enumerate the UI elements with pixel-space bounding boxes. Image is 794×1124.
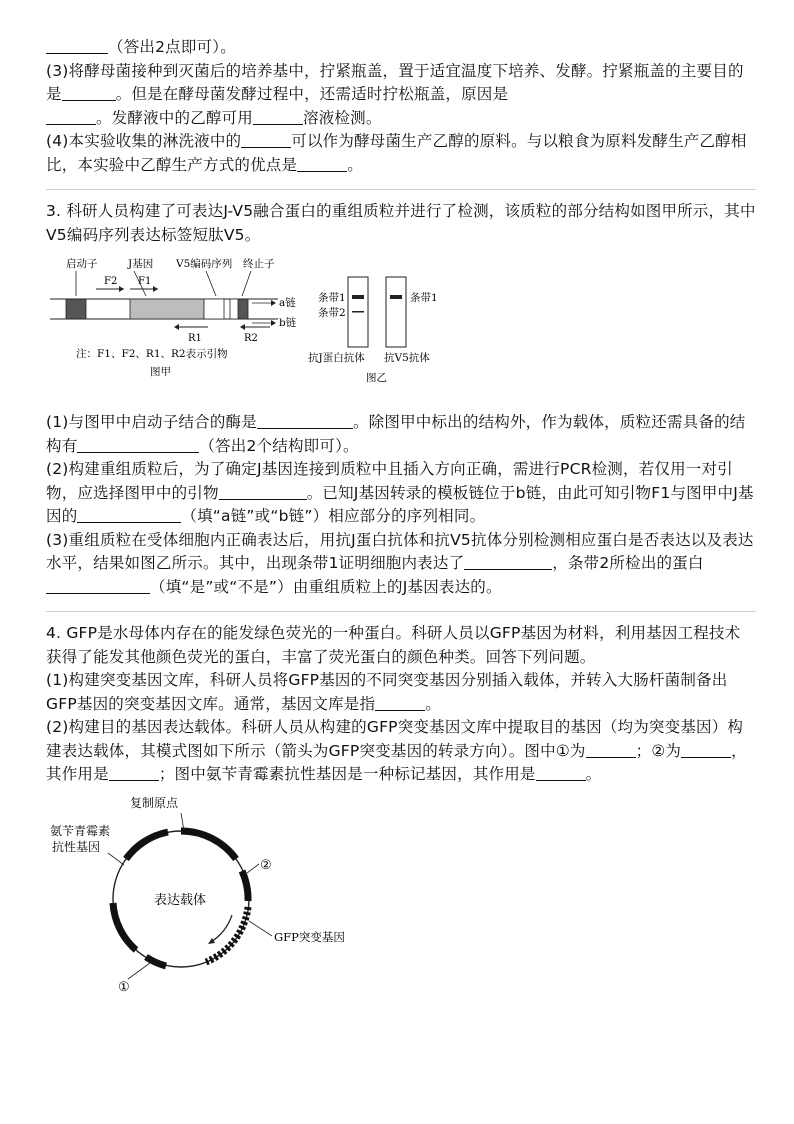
amp-segment: [126, 832, 168, 859]
answer-blank[interactable]: [241, 131, 291, 148]
band-1-v5: [390, 295, 402, 299]
lane2-label: 抗V5抗体: [384, 352, 430, 364]
band1-right-label: 条带1: [410, 292, 438, 304]
answer-blank[interactable]: [586, 741, 636, 758]
primer-f2-label: F2: [104, 276, 118, 287]
chain-a-label: a链: [279, 297, 296, 309]
answer-blank[interactable]: [219, 483, 307, 500]
document-page: [46, 36, 756, 1001]
q3-intro: 3. 科研人员构建了可表达J-V5融合蛋白的重组质粒并进行了检测，该质粒的部分结构如图甲所示，其中V5编码序列表达标签短肽V5。: [46, 202, 756, 244]
primer-f1-label: F1: [138, 276, 152, 287]
primer-r1-label: R1: [188, 333, 202, 344]
primer-note: 注：F1、F2、R1、R2表示引物: [76, 348, 228, 360]
q2-line1: （答出2点即可）。: [46, 36, 756, 60]
question-divider: [46, 189, 756, 190]
answer-blank[interactable]: [297, 155, 347, 172]
terminator-label: 终止子: [243, 258, 275, 270]
gfp-segment: [206, 907, 248, 962]
answer-blank[interactable]: [681, 741, 731, 758]
chain-b-label: b链: [279, 317, 297, 329]
q3-part1: (1)与图甲中启动子结合的酶是 。除图甲中标出的结构外，作为载体，质粒还需具备的结构有 （答出2个结构即可）。: [46, 413, 746, 455]
lane1-label: 抗J蛋白抗体: [308, 352, 365, 364]
answer-blank[interactable]: [375, 694, 425, 711]
gfp-label: GFP突变基因: [274, 929, 345, 944]
vector-center-label: 表达载体: [154, 892, 207, 908]
answer-blank[interactable]: [77, 506, 181, 523]
q2-part4: (4)本实验收集的淋洗液中的 可以作为酵母菌生产乙醇的原料。与以粮食为原料发酵生产乙醇相比，本实验中乙醇生产方式的优点是 。: [46, 132, 747, 174]
q3-part2: (2)构建重组质粒后，为了确定J基因连接到质粒中且插入方向正确，需进行PCR检测，若仅用一对引物，应选择图甲中的引物 。已知J基因转录的模板链位于b链，由此可知引物F1与图甲中J基因的 （填“a链”或“b链”）相应部分的序列相同。: [46, 460, 754, 525]
v5-seq-label: V5编码序列: [176, 258, 233, 270]
question-divider: [46, 611, 756, 612]
amp-label-line1: 氨苄青霉素: [50, 823, 111, 838]
v5-block: [204, 299, 224, 319]
promoter-block: [66, 299, 86, 319]
band-2: [352, 311, 364, 313]
j-gene-block: [130, 299, 204, 319]
primer-r2-label: R2: [244, 333, 258, 344]
answer-blank[interactable]: [77, 436, 199, 453]
answer-blank[interactable]: [109, 764, 159, 781]
j-gene-label: J基因: [128, 258, 154, 270]
figure-jia-yi: [46, 251, 756, 401]
answer-blank[interactable]: [62, 84, 116, 101]
answer-blank[interactable]: [257, 412, 353, 429]
amp-label-line2: 抗性基因: [52, 839, 101, 854]
marker-1: ①: [118, 979, 130, 995]
transcription-arrow: [208, 938, 215, 944]
element-2-segment: [242, 871, 248, 901]
answer-blank[interactable]: [46, 577, 150, 594]
marker-2: ②: [260, 857, 272, 873]
lane-anti-v5: [386, 277, 406, 347]
expression-vector-diagram: [46, 791, 406, 1001]
band2-label: 条带2: [318, 307, 346, 319]
answer-blank[interactable]: [253, 108, 303, 125]
ori-segment: [181, 831, 236, 859]
band1-label: 条带1: [318, 292, 346, 304]
answer-blank[interactable]: [46, 37, 108, 54]
answer-blank[interactable]: [464, 553, 552, 570]
figure-jia-caption: 图甲: [150, 366, 171, 378]
figure-yi-caption: 图乙: [366, 372, 387, 384]
ori-label: 复制原点: [130, 795, 179, 810]
answer-blank[interactable]: [46, 108, 96, 125]
q4-part1: (1)构建突变基因文库，科研人员将GFP基因的不同突变基因分别插入载体，并转入大肠杆菌制备出GFP基因的突变基因文库。通常，基因文库是指 。: [46, 671, 728, 713]
q4-part2: (2)构建目的基因表达载体。科研人员从构建的GFP突变基因文库中提取目的基因（均为突变基因）构建表达载体，其模式图如下所示（箭头为GFP突变基因的转录方向）。图中①为 ；②为 ，其作用是 ；图中氨苄青霉素抗性基因是一种标记基因，其作用是 。: [46, 718, 747, 783]
q4-intro: 4. GFP是水母体内存在的能发绿色荧光的一种蛋白。科研人员以GFP基因为材料，利用基因工程技术获得了能发其他颜色荧光的蛋白，丰富了荧光蛋白的颜色种类。回答下列问题。: [46, 624, 741, 666]
q3-part3: (3)重组质粒在受体细胞内正确表达后，用抗J蛋白抗体和抗V5抗体分别检测相应蛋白是否表达以及表达水平，结果如图乙所示。其中，出现条带1证明细胞内表达了 ，条带2所检出的蛋白（填“是”或“不是”）由重组质粒上的J基因表达的。: [46, 530, 754, 596]
plasmid-figure: [46, 791, 756, 1001]
answer-blank[interactable]: [536, 764, 586, 781]
q3-figures: [46, 251, 756, 401]
band-1: [352, 295, 364, 299]
q2-part3: (3)将酵母菌接种到灭菌后的培养基中，拧紧瓶盖，置于适宜温度下培养、发酵。拧紧瓶盖的主要目的是 。但是在酵母菌发酵过程中，还需适时拧松瓶盖，原因是 。发酵液中的乙醇可用 溶液检测。: [46, 61, 744, 127]
element-1-segment: [146, 957, 166, 966]
promoter-label: 启动子: [66, 258, 98, 270]
terminator-block: [238, 299, 248, 319]
